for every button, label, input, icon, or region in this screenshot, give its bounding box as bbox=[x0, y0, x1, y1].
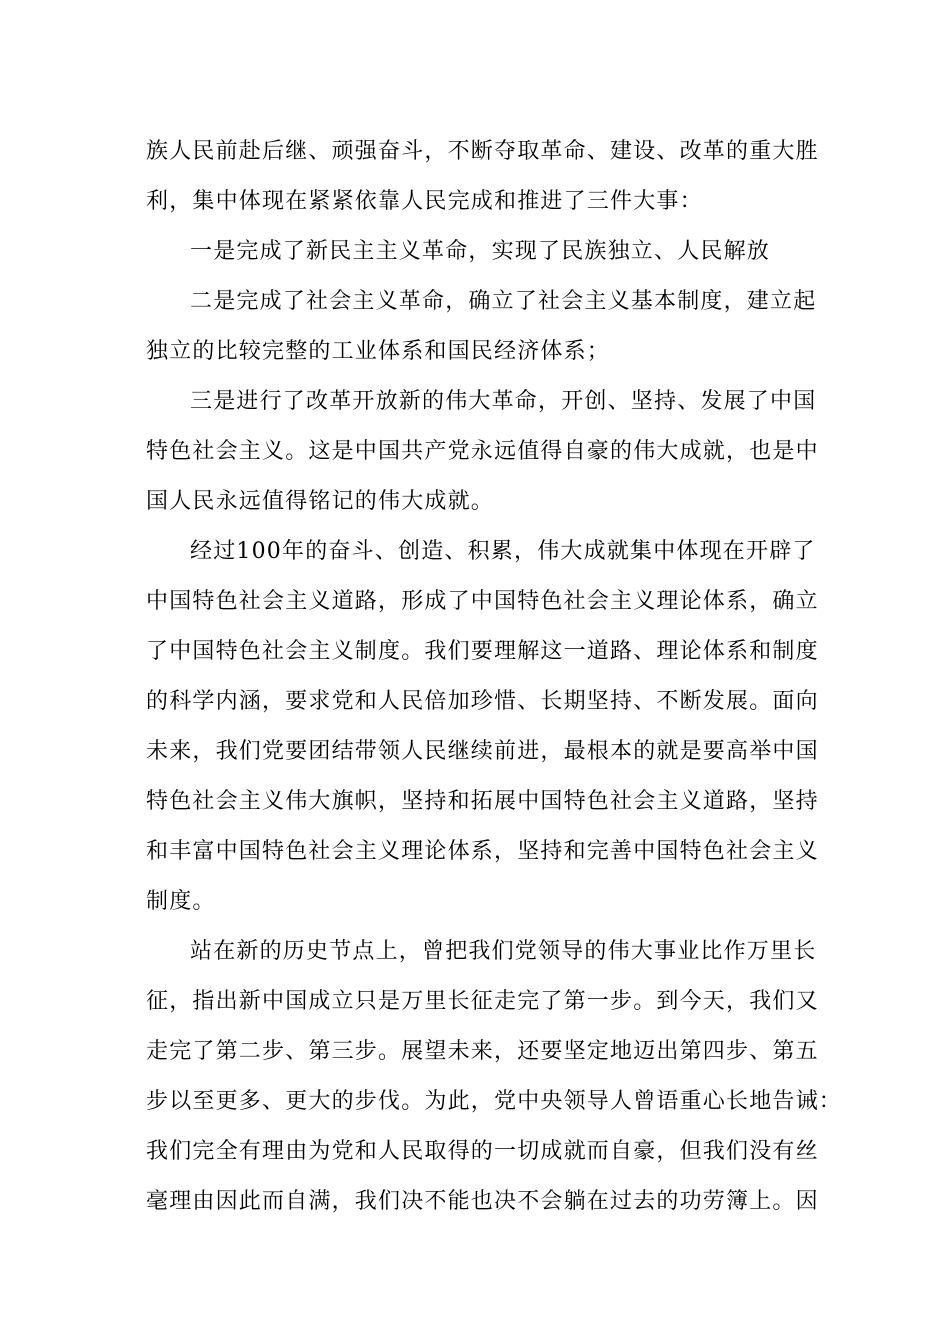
text-line: 一是完成了新民主主义革命，实现了民族独立、人民解放 bbox=[190, 239, 771, 264]
text-line: 制度。 bbox=[146, 889, 216, 914]
text-line: 站在新的历史节点上，曾把我们党领导的伟大事业比作万里长 bbox=[190, 939, 817, 964]
text-line: 特色社会主义伟大旗帜，坚持和拓展中国特色社会主义道路，坚持 bbox=[146, 789, 819, 814]
text-line: 利，集中体现在紧紧依靠人民完成和推进了三件大事： bbox=[146, 189, 703, 214]
text-line: 国人民永远值得铭记的伟大成就。 bbox=[146, 489, 495, 514]
text-line: 了中国特色社会主义制度。我们要理解这一道路、理论体系和制度 bbox=[146, 639, 819, 664]
text-line: 族人民前赴后继、顽强奋斗，不断夺取革命、建设、改革的重大胜 bbox=[146, 139, 819, 164]
text-line: 三是进行了改革开放新的伟大革命，开创、坚持、发展了中国 bbox=[190, 389, 817, 414]
text-line: 走完了第二步、第三步。展望未来，还要坚定地迈出第四步、第五 bbox=[146, 1039, 819, 1064]
text-line: 的科学内涵，要求党和人民倍加珍惜、长期坚持、不断发展。面向 bbox=[146, 689, 819, 714]
text-line: 和丰富中国特色社会主义理论体系，坚持和完善中国特色社会主义 bbox=[146, 839, 819, 864]
text-line: 毫理由因此而自满，我们决不能也决不会躺在过去的功劳簿上。因 bbox=[146, 1189, 819, 1214]
text-line: 二是完成了社会主义革命，确立了社会主义基本制度，建立起 bbox=[190, 289, 817, 314]
text-line: 经过100年的奋斗、创造、积累，伟大成就集中体现在开辟了 bbox=[190, 539, 816, 564]
text-line: 我们完全有理由为党和人民取得的一切成就而自豪，但我们没有丝 bbox=[146, 1139, 819, 1164]
text-line: 中国特色社会主义道路，形成了中国特色社会主义理论体系，确立 bbox=[146, 589, 819, 614]
text-line: 特色社会主义。这是中国共产党永远值得自豪的伟大成就，也是中 bbox=[146, 439, 819, 464]
text-line: 未来，我们党要团结带领人民继续前进，最根本的就是要高举中国 bbox=[146, 739, 819, 764]
text-line: 征，指出新中国成立只是万里长征走完了第一步。到今天，我们又 bbox=[146, 989, 819, 1014]
text-line: 独立的比较完整的工业体系和国民经济体系； bbox=[146, 339, 611, 364]
text-line: 步以至更多、更大的步伐。为此，党中央领导人曾语重心长地告诫： bbox=[146, 1089, 843, 1114]
